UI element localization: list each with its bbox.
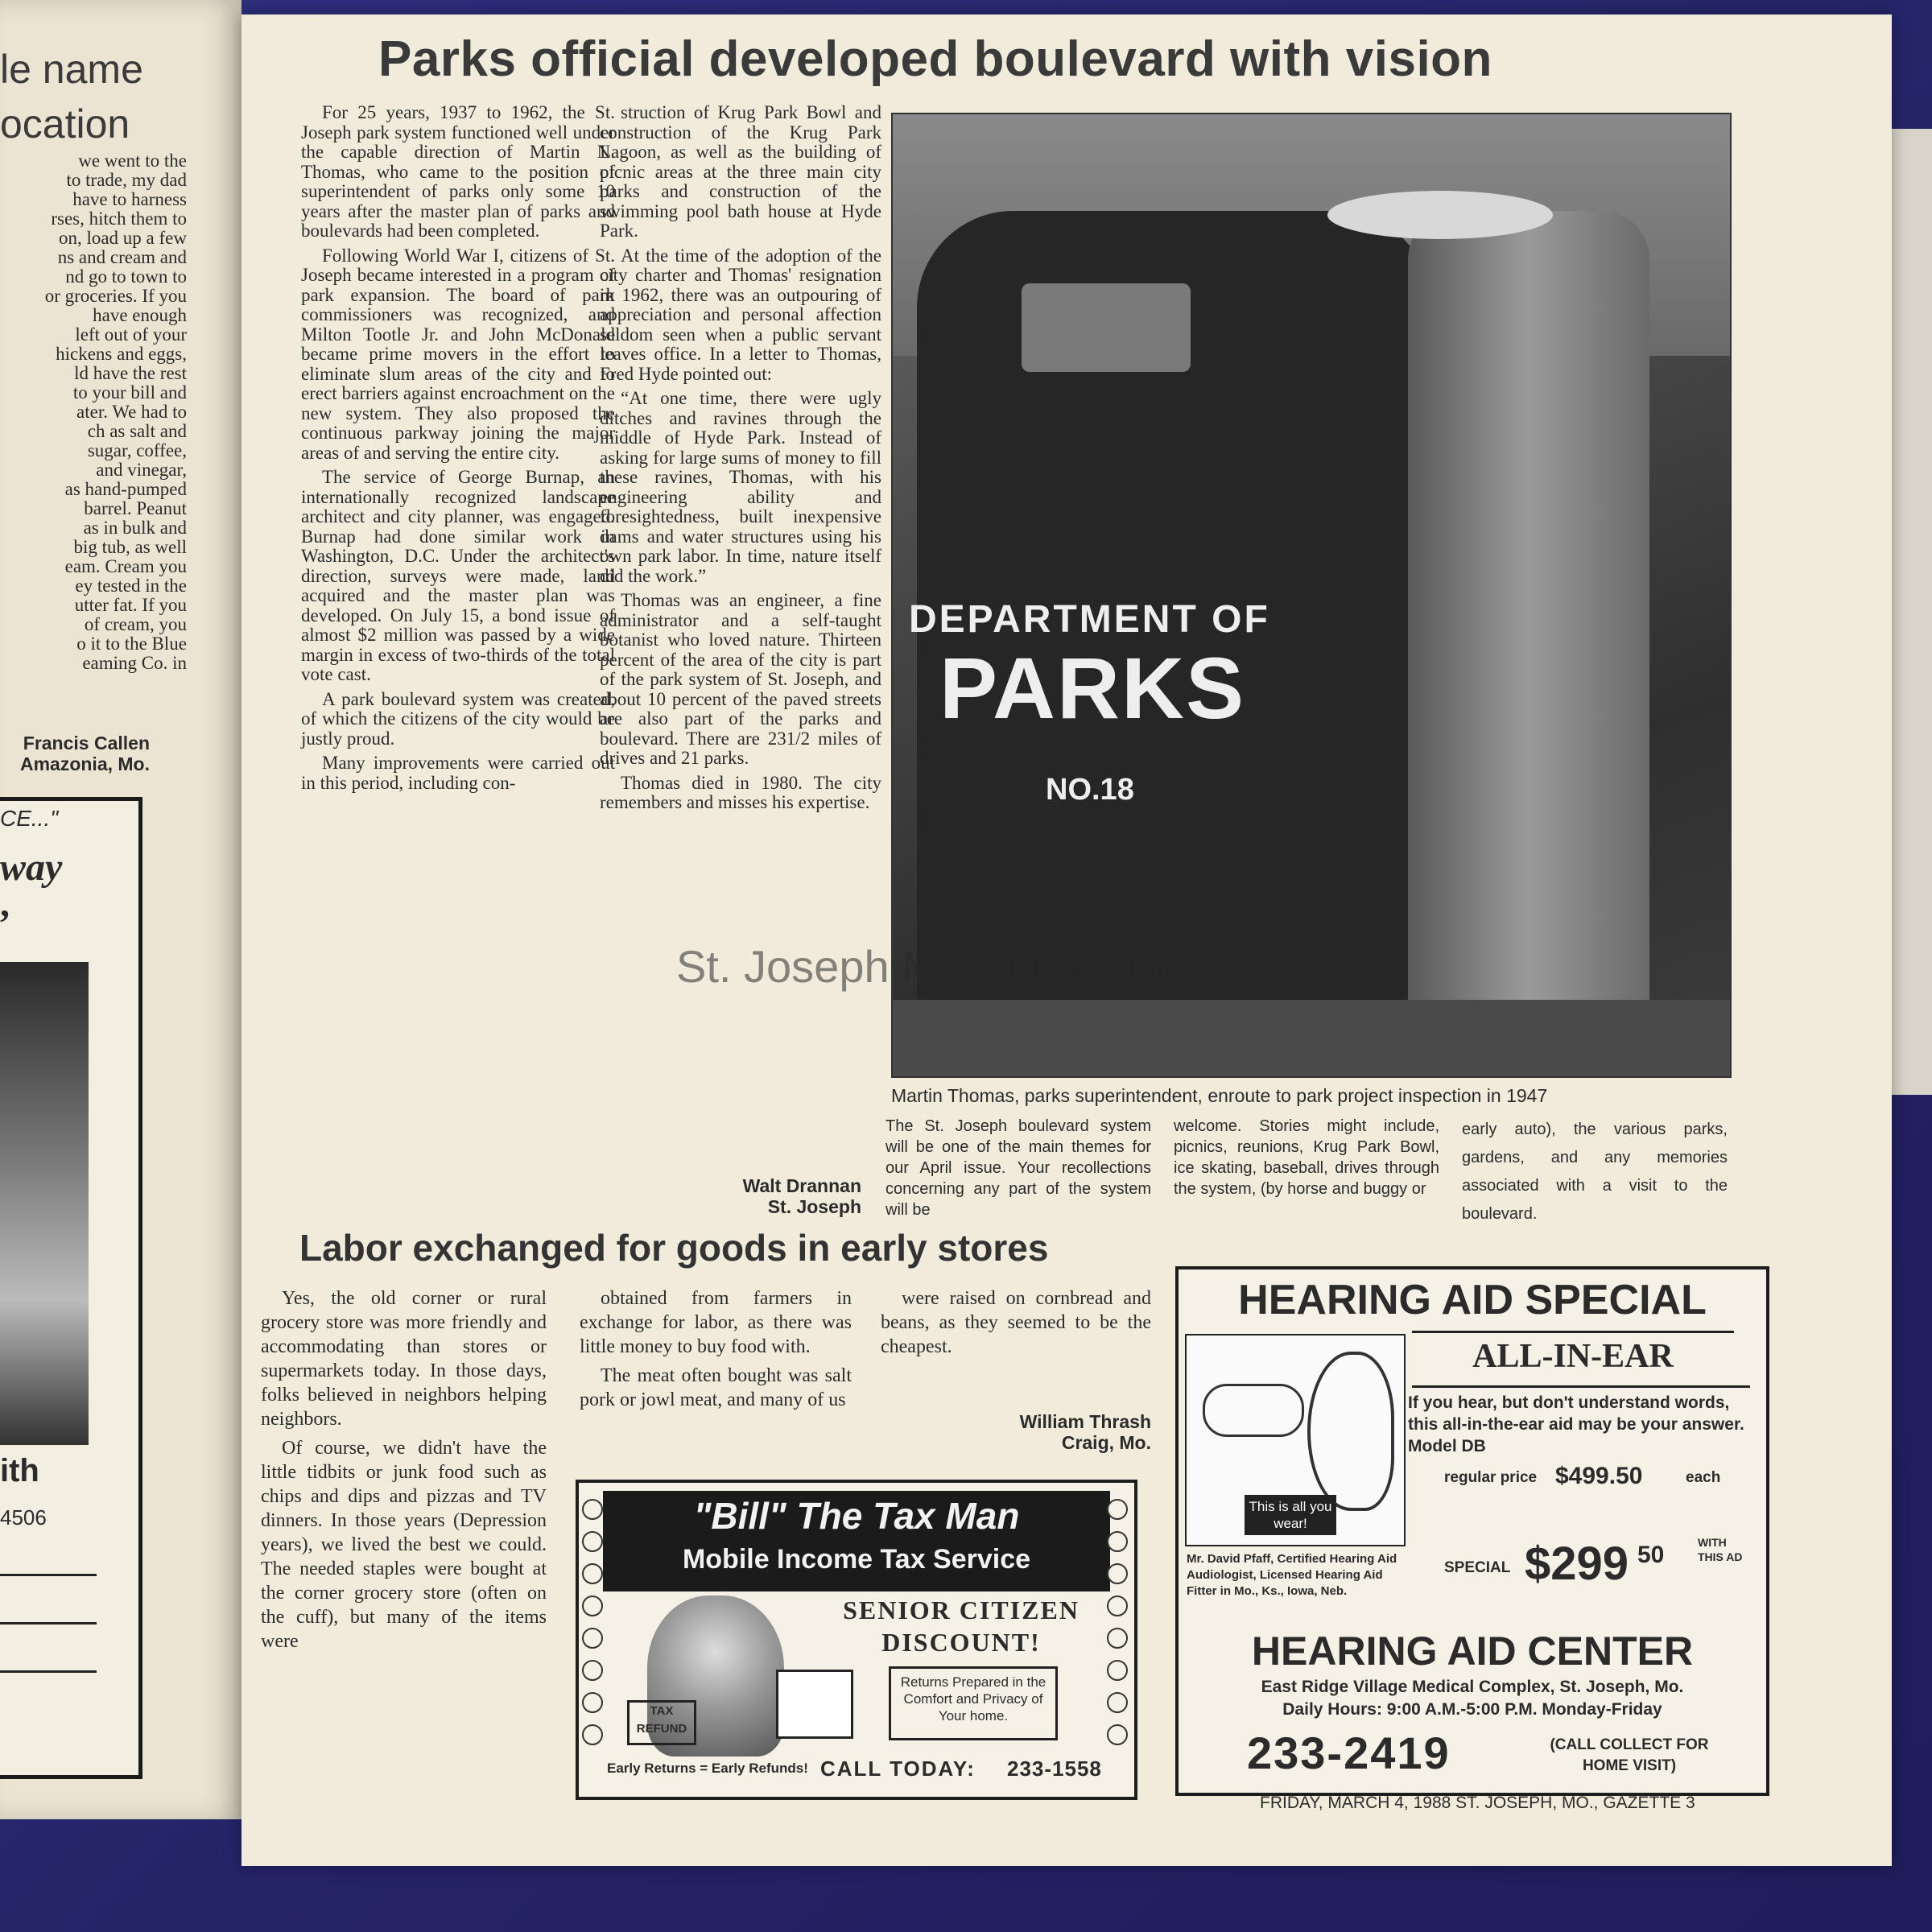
hearing-center-phone: 233-2419: [1247, 1728, 1451, 1778]
photo-truck-text-line1: DEPARTMENT OF: [909, 598, 1270, 641]
ad-border-ring: [1107, 1499, 1128, 1520]
left-article-line: sugar, coffee,: [87, 440, 187, 460]
article-paragraph: A park boulevard system was created, of which the citizens of the city would be justly proud.: [301, 688, 615, 749]
senior-discount-line1: SENIOR CITIZEN: [843, 1596, 1080, 1624]
left-article-line: ater. We had to: [76, 402, 187, 422]
signature-place: St. Joseph: [767, 1196, 861, 1217]
left-box-rule: [0, 1670, 97, 1673]
special-price: $299: [1525, 1538, 1629, 1590]
article-paragraph: “At one time, there were ugly ditches and ravines through the middle of Hyde Park. Instead of asking for large sums of money to fill these ravines, Thomas, with his engineering ability and foresightedness, built inexpensive dams and water structures using his own park labor. In time, nature itself did the work.”: [600, 388, 881, 586]
photo-straw-hat: [1327, 191, 1553, 239]
left-article-line: or groceries. If you: [44, 286, 187, 306]
hearing-ad-subtitle: ALL-IN-EAR: [1472, 1338, 1674, 1375]
photo-ground: [893, 1000, 1730, 1076]
article-paragraph: At the time of the adoption of the city charter and Thomas' resignation in 1962, there was an outpouring of appreciation and personal affection seldom seen when a public servant leaves office. In a letter to Thomas, Fred Hyde pointed out:: [600, 245, 881, 384]
ad-border-ring: [1107, 1724, 1128, 1745]
article2-signature: [910, 1411, 1151, 1453]
historical-photo: [891, 113, 1732, 1078]
article-paragraph: Thomas was an engineer, a fine administrator and a self-taught botanist who loved nature. Thirteen percent of the area of the city is part of the park system of St. Joseph, and about 10 percent of the paved streets are also part of the parks and boulevard. There are 231/2 miles of drives and 21 parks.: [600, 590, 881, 768]
left-headline-line: le name: [0, 47, 143, 92]
ad-border-ring: [1107, 1563, 1128, 1584]
ear-bubble: This is all you wear!: [1245, 1495, 1336, 1535]
call-collect-note: (CALL COLLECT FOR HOME VISIT): [1550, 1736, 1709, 1774]
hearing-center-name: HEARING AID CENTER: [1251, 1629, 1694, 1674]
left-article-line: nd go to town to: [65, 266, 187, 287]
article-paragraph: The service of George Burnap, an internationally recognized landscape architect and city planner, was engaged. Burnap had done similar work in Washington, D.C. Under the architect's direction, surveys were made, land acquired and the master plan was developed. On July 15, a bond issue of almost $2 million was passed by a wide margin in excess of two-thirds of the total vote cast.: [301, 467, 615, 684]
article-headline: Parks official developed boulevard with vision: [378, 31, 1492, 87]
left-article-line: ns and cream and: [57, 247, 187, 267]
photo-truck-text-line2: PARKS: [939, 639, 1246, 737]
article2-paragraph: The meat often bought was salt pork or jowl meat, and many of us: [580, 1365, 852, 1410]
left-article-line: left out of your: [75, 324, 187, 345]
left-article-line: big tub, as well: [73, 537, 187, 557]
with-ad-note: WITH THIS AD: [1698, 1536, 1743, 1563]
tax-refund-sign: TAX REFUND: [627, 1700, 696, 1745]
ad-border-ring: [582, 1660, 603, 1681]
tax-phone: 233-1558: [1007, 1757, 1102, 1781]
left-box-rule: [0, 1622, 97, 1624]
returns-box: Returns Prepared in the Comfort and Privacy of Your home.: [889, 1666, 1058, 1740]
left-box-number: 4506: [0, 1505, 47, 1530]
left-ad-box: [0, 797, 142, 1779]
article-column-2: [600, 103, 881, 818]
left-article-line: ch as salt and: [87, 421, 187, 441]
left-article-line: ld have the rest: [74, 363, 187, 383]
article2-column-2: [580, 1286, 852, 1417]
ear-icon: [1307, 1352, 1394, 1511]
hearing-ad-rule: [1412, 1331, 1734, 1333]
hearing-ad-rule: [1412, 1385, 1750, 1388]
ear-illustration: [1185, 1334, 1406, 1546]
hearing-ad-title: HEARING AID SPECIAL: [1238, 1277, 1707, 1323]
ad-border-ring: [582, 1563, 603, 1584]
left-article-line: eaming Co. in: [82, 653, 187, 673]
ad-border-ring: [1107, 1596, 1128, 1616]
senior-discount-line2: DISCOUNT!: [881, 1628, 1041, 1657]
notice-column-2: welcome. Stories might include, picnics, reunions, Krug Park Bowl, ice skating, baseball, drives through the system, (by horse and buggy or: [1174, 1117, 1439, 1198]
article2-column-3: [881, 1286, 1151, 1364]
left-box-label: CE...": [0, 806, 59, 831]
hearing-center-address: East Ridge Village Medical Complex, St. Joseph, Mo.: [1261, 1678, 1684, 1696]
page-footer: FRIDAY, MARCH 4, 1988 ST. JOSEPH, MO., GAZETTE 3: [1260, 1794, 1695, 1812]
hand-icon: [1203, 1384, 1304, 1437]
signature-place: Craig, Mo.: [1061, 1432, 1151, 1453]
article-paragraph: Thomas died in 1980. The city remembers and misses his expertise.: [600, 772, 881, 812]
article2-column-1: [261, 1286, 547, 1658]
hearing-ad-body: If you hear, but don't understand words, this all-in-the-ear aid may be your answer. Model DB: [1408, 1393, 1744, 1455]
regular-price-label: regular price: [1444, 1469, 1538, 1486]
left-article-line: have enough: [93, 305, 187, 325]
newspaper-page: [242, 14, 1892, 1866]
left-article-line: barrel. Peanut: [84, 498, 187, 518]
signature-name: Walt Drannan: [742, 1175, 861, 1196]
left-article-line: to trade, my dad: [66, 170, 187, 190]
article2-headline: Labor exchanged for goods in early stores: [299, 1227, 1049, 1269]
tax-ad-subtitle: Mobile Income Tax Service: [682, 1544, 1031, 1575]
left-headline-line: ocation: [0, 101, 130, 147]
hearing-center-hours: Daily Hours: 9:00 A.M.-5:00 P.M. Monday-Friday: [1282, 1700, 1662, 1719]
article-paragraph: struction of Krug Park Bowl and construction of the Krug Park Lagoon, as well as the building of picnic areas at the three main city parks and construction of the swimming pool bath house at Hyde Park.: [600, 102, 881, 241]
ad-border-ring: [1107, 1531, 1128, 1552]
audiologist-credit: Mr. David Pfaff, Certified Hearing Aid Audiologist, Licensed Hearing Aid Fitter in Mo., Ks., Iowa, Neb.: [1187, 1552, 1397, 1598]
notice-column-3: early auto), the various parks, gardens, and any memories associated with a visit to the boulevard.: [1462, 1121, 1728, 1223]
ad-border-ring: [1107, 1692, 1128, 1713]
ad-border-ring: [1107, 1660, 1128, 1681]
tax-ad-title: "Bill" The Tax Man: [693, 1495, 1020, 1537]
special-price-cents: 50: [1637, 1542, 1665, 1568]
left-article-line: we went to the: [78, 151, 187, 171]
article-paragraph: Many improvements were carried out in this period, including con-: [301, 753, 615, 793]
photo-truck-text-line3: NO.18: [1046, 773, 1134, 807]
museum-watermark: St. Joseph Museums, Inc.: [676, 941, 1195, 992]
photo-caption: Martin Thomas, parks superintendent, enroute to park project inspection in 1947: [891, 1085, 1548, 1106]
special-price-label: SPECIAL: [1444, 1559, 1511, 1576]
left-headline: [0, 42, 143, 151]
left-article-line: utter fat. If you: [74, 595, 187, 615]
photo-man-figure: [1408, 211, 1649, 1072]
article-column-1: [301, 103, 615, 798]
ad-border-ring: [582, 1499, 603, 1520]
left-article-line: as in bulk and: [83, 518, 187, 538]
left-article-line: and vinegar,: [96, 460, 187, 480]
article-signature: [620, 1175, 861, 1217]
left-article-line: o it to the Blue: [76, 634, 187, 654]
article2-paragraph: obtained from farmers in exchange for labor, as there was little money to buy food with.: [580, 1288, 852, 1357]
ad-border-ring: [582, 1531, 603, 1552]
tax-call-label: CALL TODAY:: [820, 1757, 976, 1781]
ad-border-ring: [582, 1692, 603, 1713]
ad-border-ring: [582, 1724, 603, 1745]
left-box-photo: [0, 962, 89, 1445]
regular-price: $499.50: [1555, 1463, 1643, 1489]
left-article-line: as hand-pumped: [64, 479, 187, 499]
left-article-line: to your bill and: [72, 382, 187, 402]
early-returns-slogan: Early Returns = Early Refunds!: [607, 1761, 808, 1776]
notice-column-1: The St. Joseph boulevard system will be one of the main themes for our April issue. Your recollections concerning any part of the system will be: [886, 1117, 1151, 1219]
regular-price-each: each: [1686, 1469, 1721, 1486]
left-article-line: eam. Cream you: [64, 556, 187, 576]
ad-border-ring: [582, 1596, 603, 1616]
left-article-line: of cream, you: [84, 614, 187, 634]
next-page-edge: [1892, 129, 1932, 1095]
hearing-aid-ad: [1175, 1266, 1769, 1796]
left-article-body: [0, 151, 187, 673]
left-box-headline: way: [0, 846, 63, 889]
left-page: [0, 0, 242, 1819]
article2-paragraph: Of course, we didn't have the little tidbits or junk food such as chips and dips and pizzas and TV dinners. In those years (Depression years), we lived the best we could. The needed staples were bought at the corner grocery store (often on the cuff), but many of the items were: [261, 1438, 547, 1652]
signature-place: Amazonia, Mo.: [19, 753, 150, 774]
left-box-comma: ,: [0, 882, 10, 925]
signature-name: Francis Callen: [23, 733, 150, 753]
ad-border-ring: [1107, 1628, 1128, 1649]
left-article-line: have to harness: [72, 189, 187, 209]
left-article-line: ey tested in the: [75, 576, 187, 596]
left-article-line: hickens and eggs,: [56, 344, 187, 364]
left-box-rule: [0, 1574, 97, 1576]
article-paragraph: For 25 years, 1937 to 1962, the St. Joseph park system functioned well under the capable direction of Martin N. Thomas, who came to the position of superintendent of parks only some 10 years after the master plan of parks and boulevards had been completed.: [301, 102, 615, 241]
article2-paragraph: were raised on cornbread and beans, as they seemed to be the cheapest.: [881, 1288, 1151, 1357]
computer-icon: [776, 1670, 853, 1739]
left-box-bottom: ith: [0, 1453, 39, 1488]
signature-name: William Thrash: [1019, 1411, 1151, 1432]
left-article-line: rses, hitch them to: [51, 208, 187, 229]
article-paragraph: Following World War I, citizens of St. Joseph became interested in a program of park expansion. The board of park commissioners was recognized, and Milton Tootle Jr. and John McDonald became prime movers in the effort to eliminate slum areas of the city and to erect barriers against encroachment on the new system. They also proposed the continuous parkway joining the major areas of and serving the entire city.: [301, 245, 615, 463]
tax-man-ad: [576, 1480, 1137, 1800]
left-article-line: on, load up a few: [58, 228, 187, 248]
article2-paragraph: Yes, the old corner or rural grocery store was more friendly and accommodating than stores or supermarkets today. In those days, folks believed in neighbors helping neighbors.: [261, 1288, 547, 1430]
left-signature: [0, 733, 150, 774]
photo-truck-window: [1022, 283, 1191, 372]
ad-border-ring: [582, 1628, 603, 1649]
